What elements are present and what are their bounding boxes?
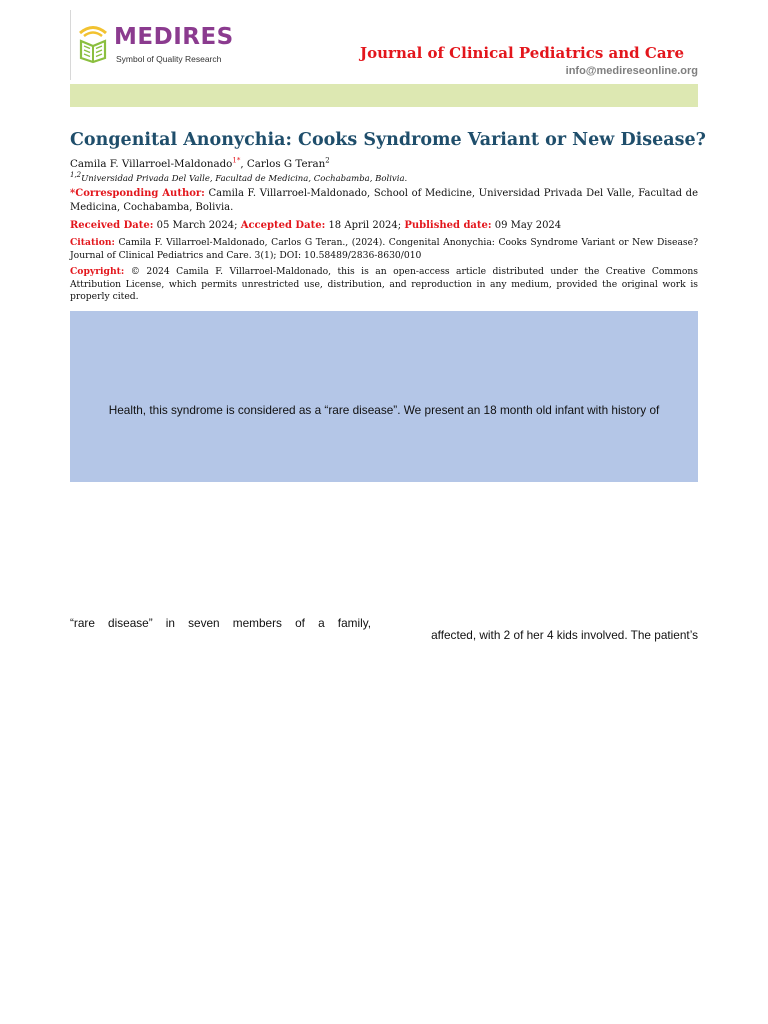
authors-line [70,158,698,172]
author-2: Carlos G Teran [246,158,326,170]
logo-text: MEDIRES [114,24,234,50]
citation-text: Camila F. Villarroel-Maldonado, Carlos G Teran., (2024). Congenital Anonychia: Cooks Syndrome Variant or New Disease? Journal of Clinical Pediatrics and Care. 3(1); DOI: 10.58489/2836-8630/010 [70,237,698,261]
author-1: Camila F. Villarroel-Maldonado [70,158,233,170]
author-1-sup: 1* [232,156,241,165]
corresponding-author [70,187,698,214]
article-title: Congenital Anonychia: Cooks Syndrome Variant or New Disease? [70,130,706,150]
journal-logo [70,10,234,80]
author-separator: , [240,158,247,170]
citation-label: Citation: [70,237,115,248]
copyright-text: © 2024 Camila F. Villarroel-Maldonado, this is an open-access article distributed under the Creative Commons Attribution License, which permits unrestricted use, distribution, and reproduction in any medium, provided the original work is properly cited. [70,266,698,302]
published-label: Published date: [404,220,492,231]
body-text-right: affected, with 2 of her 4 kids involved. The patient’s [431,628,698,642]
accepted-label: Accepted Date: [240,220,326,231]
journal-email-link[interactable]: info@medireseonline.org [565,65,698,77]
published-date: 09 May 2024 [491,220,562,231]
header-band [70,84,698,107]
author-2-sup: 2 [325,156,330,165]
affiliation-sup: 1,2 [70,171,82,180]
dates-line [70,219,698,233]
body-text-left: “rare disease” in seven members of a family, [70,616,371,630]
journal-title: Journal of Clinical Pediatrics and Care [360,44,684,62]
received-label: Received Date: [70,220,154,231]
copyright [70,266,698,304]
logo-tagline: Symbol of Quality Research [116,54,222,64]
corresponding-label: *Corresponding Author: [70,188,205,199]
received-date: 05 March 2024; [153,220,241,231]
abstract-text: Health, this syndrome is considered as a “rare disease”. We present an 18 month old infant with history of [108,403,660,417]
abstract-box [70,311,698,482]
affiliation-text: Universidad Privada Del Valle, Facultad de Medicina, Cochabamba, Bolivia. [81,174,408,184]
copyright-label: Copyright: [70,266,125,277]
affiliation [70,173,698,187]
citation [70,237,698,262]
book-logo-icon [77,24,109,64]
corresponding-text: Camila F. Villarroel-Maldonado, School of Medicine, Universidad Privada Del Valle, Facultad de Medicina, Cochabamba, Bolivia. [70,188,699,213]
accepted-date: 18 April 2024; [325,220,405,231]
